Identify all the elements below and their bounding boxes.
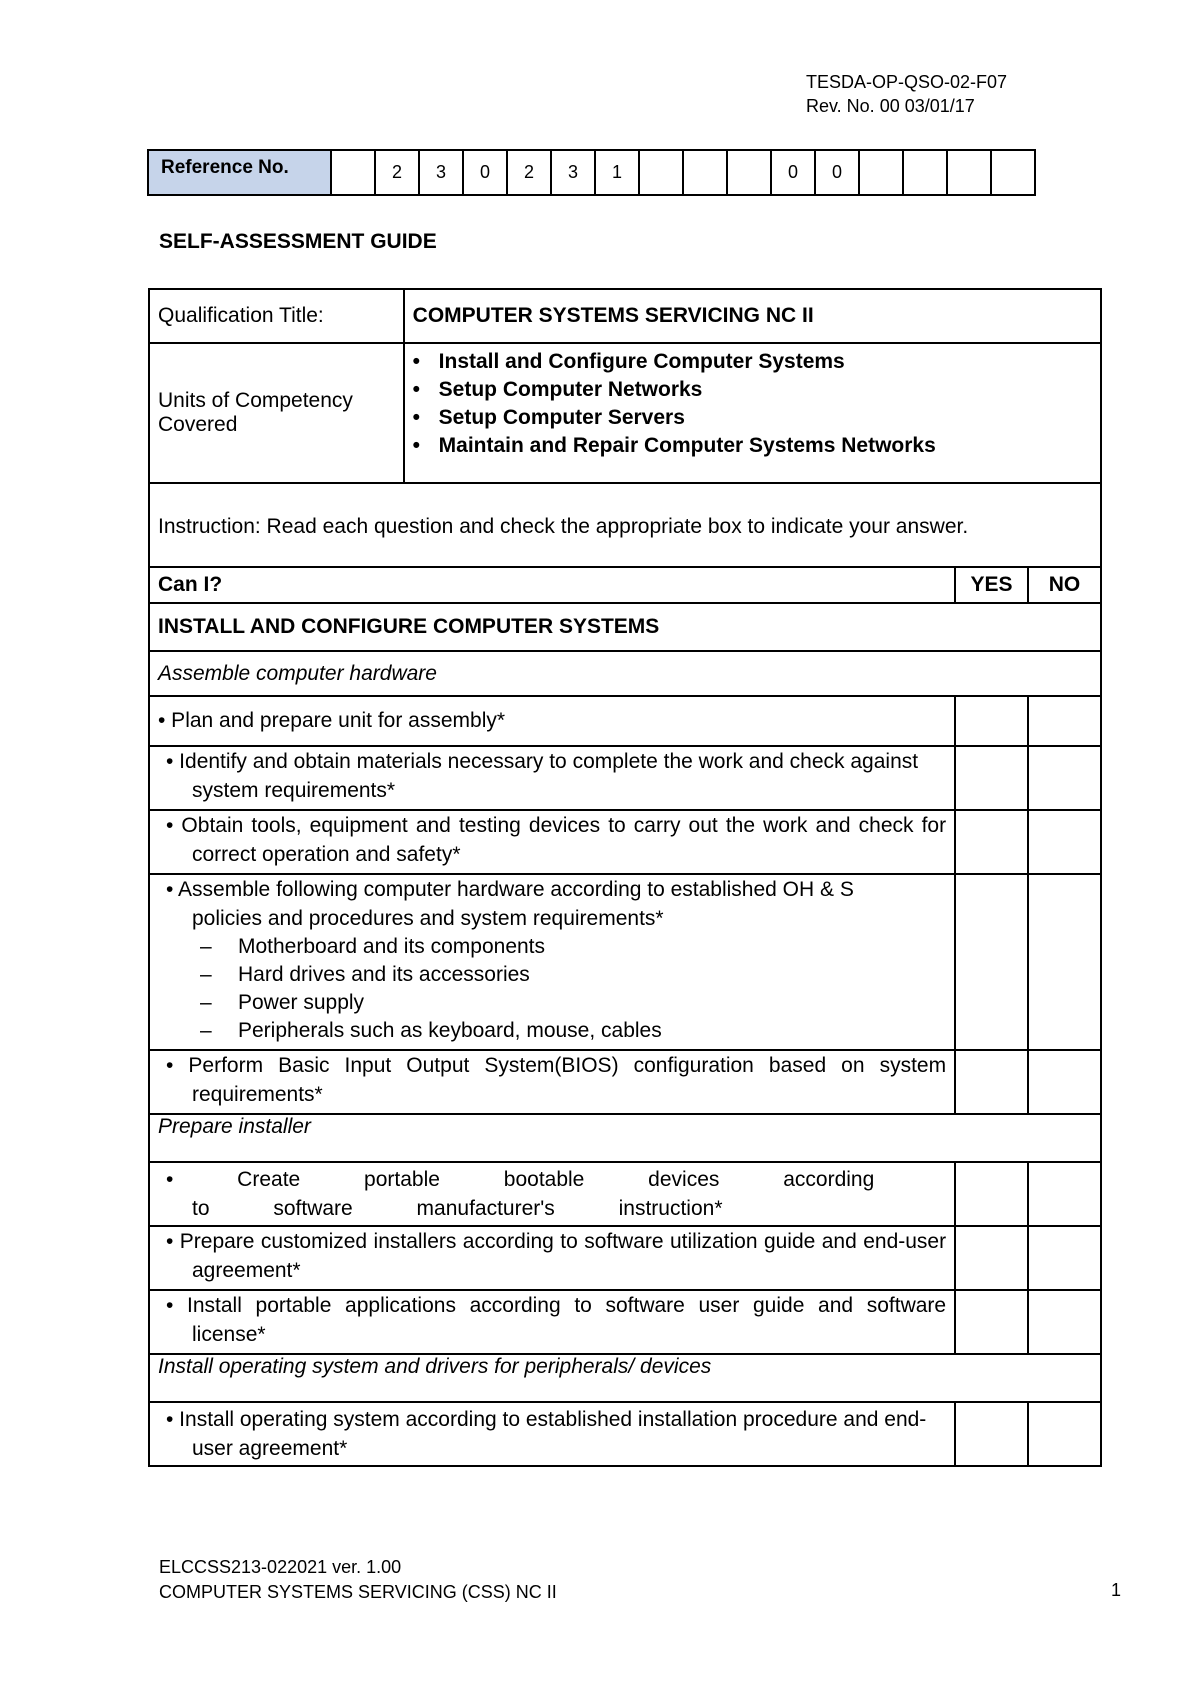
question-cell bbox=[149, 1226, 955, 1290]
reference-digit: 2 bbox=[507, 150, 551, 195]
reference-digit bbox=[727, 150, 771, 195]
no-checkbox[interactable] bbox=[1028, 1226, 1101, 1290]
yes-checkbox[interactable] bbox=[955, 1050, 1028, 1114]
no-checkbox[interactable] bbox=[1028, 746, 1101, 810]
column-header-question: Can I? bbox=[149, 567, 955, 603]
yes-checkbox[interactable] bbox=[955, 810, 1028, 874]
subsection-heading: Prepare installer bbox=[149, 1114, 1101, 1162]
units-list bbox=[413, 348, 1092, 460]
yes-checkbox[interactable] bbox=[955, 1162, 1028, 1226]
page-footer bbox=[159, 1555, 557, 1605]
no-checkbox[interactable] bbox=[1028, 1290, 1101, 1354]
question-item: • Assemble following computer hardware according to established OH & S policies and procedures and system requirements* bbox=[166, 878, 854, 930]
reference-digit bbox=[331, 150, 375, 195]
yes-checkbox[interactable] bbox=[955, 1290, 1028, 1354]
yes-checkbox[interactable] bbox=[955, 1226, 1028, 1290]
reference-digit: 3 bbox=[419, 150, 463, 195]
question-cell bbox=[149, 810, 955, 874]
reference-digit: 0 bbox=[771, 150, 815, 195]
question-item: • Obtain tools, equipment and testing devices to carry out the work and check for correct operation and safety* bbox=[166, 814, 947, 866]
reference-digit bbox=[859, 150, 903, 195]
footer-course: COMPUTER SYSTEMS SERVICING (CSS) NC II bbox=[159, 1582, 557, 1602]
yes-checkbox[interactable] bbox=[955, 746, 1028, 810]
no-checkbox[interactable] bbox=[1028, 1402, 1101, 1466]
question-item: • Create portable bootable devices according to software manufacturer's instruction* bbox=[166, 1168, 875, 1220]
yes-checkbox[interactable] bbox=[955, 696, 1028, 746]
question-cell bbox=[149, 746, 955, 810]
no-checkbox[interactable] bbox=[1028, 696, 1101, 746]
question-item: • Plan and prepare unit for assembly* bbox=[149, 696, 955, 746]
question-cell bbox=[149, 874, 955, 1050]
no-checkbox[interactable] bbox=[1028, 874, 1101, 1050]
question-cell bbox=[149, 1402, 955, 1466]
reference-digit bbox=[683, 150, 727, 195]
question-item: • Install operating system according to established installation procedure and end-user agreement* bbox=[166, 1408, 927, 1460]
unit-item: • Maintain and Repair Computer Systems Networks bbox=[413, 432, 1092, 460]
reference-digit bbox=[947, 150, 991, 195]
yes-checkbox[interactable] bbox=[955, 1402, 1028, 1466]
hardware-component: – Peripherals such as keyboard, mouse, cables bbox=[192, 1017, 946, 1045]
revision-number: Rev. No. 00 03/01/17 bbox=[806, 96, 975, 116]
reference-digit: 3 bbox=[551, 150, 595, 195]
subsection-heading: Assemble computer hardware bbox=[149, 651, 1101, 696]
units-label bbox=[149, 343, 404, 483]
instruction-text: Instruction: Read each question and check the appropriate box to indicate your answer. bbox=[149, 483, 1101, 567]
no-checkbox[interactable] bbox=[1028, 810, 1101, 874]
no-checkbox[interactable] bbox=[1028, 1050, 1101, 1114]
document-title: SELF-ASSESSMENT GUIDE bbox=[159, 230, 437, 253]
question-item: • Perform Basic Input Output System(BIOS) configuration based on system requirements* bbox=[166, 1054, 947, 1106]
hardware-component: – Motherboard and its components bbox=[192, 933, 946, 961]
reference-digit bbox=[903, 150, 947, 195]
column-header-no: NO bbox=[1028, 567, 1101, 603]
unit-item: • Setup Computer Servers bbox=[413, 404, 1092, 432]
reference-digit: 0 bbox=[463, 150, 507, 195]
subsection-heading: Install operating system and drivers for peripherals/ devices bbox=[149, 1354, 1101, 1402]
form-header bbox=[806, 70, 1007, 118]
section-heading: INSTALL AND CONFIGURE COMPUTER SYSTEMS bbox=[149, 603, 1101, 651]
unit-item: • Install and Configure Computer Systems bbox=[413, 348, 1092, 376]
form-code: TESDA-OP-QSO-02-F07 bbox=[806, 72, 1008, 92]
reference-digit: 1 bbox=[595, 150, 639, 195]
question-item: • Install portable applications according to software user guide and software license* bbox=[166, 1294, 947, 1346]
question-item: • Prepare customized installers according to software utilization guide and end-user agreement* bbox=[166, 1230, 947, 1282]
yes-checkbox[interactable] bbox=[955, 874, 1028, 1050]
reference-digit: 2 bbox=[375, 150, 419, 195]
reference-label: Reference No. bbox=[148, 150, 331, 195]
no-checkbox[interactable] bbox=[1028, 1162, 1101, 1226]
unit-item: • Setup Computer Networks bbox=[413, 376, 1092, 404]
hardware-component: – Power supply bbox=[192, 989, 946, 1017]
reference-digit: 0 bbox=[815, 150, 859, 195]
reference-number-table bbox=[147, 149, 1036, 196]
question-cell bbox=[149, 1290, 955, 1354]
assessment-table bbox=[148, 288, 1102, 1467]
reference-digit bbox=[991, 150, 1035, 195]
question-cell bbox=[149, 1162, 955, 1226]
column-header-yes: YES bbox=[955, 567, 1028, 603]
footer-code: ELCCSS213-022021 ver. 1.00 bbox=[159, 1557, 402, 1577]
hardware-component: – Hard drives and its accessories bbox=[192, 961, 946, 989]
units-label-text: Units of Competency Covered bbox=[158, 389, 353, 436]
reference-digit bbox=[639, 150, 683, 195]
question-cell bbox=[149, 1050, 955, 1114]
hardware-components-list bbox=[158, 933, 946, 1045]
question-item: • Identify and obtain materials necessary to complete the work and check against system requirements* bbox=[166, 750, 919, 802]
page-number: 1 bbox=[1111, 1580, 1122, 1600]
units-list-cell bbox=[404, 343, 1101, 483]
qualification-label: Qualification Title: bbox=[149, 289, 404, 343]
qualification-title: COMPUTER SYSTEMS SERVICING NC II bbox=[404, 289, 1101, 343]
